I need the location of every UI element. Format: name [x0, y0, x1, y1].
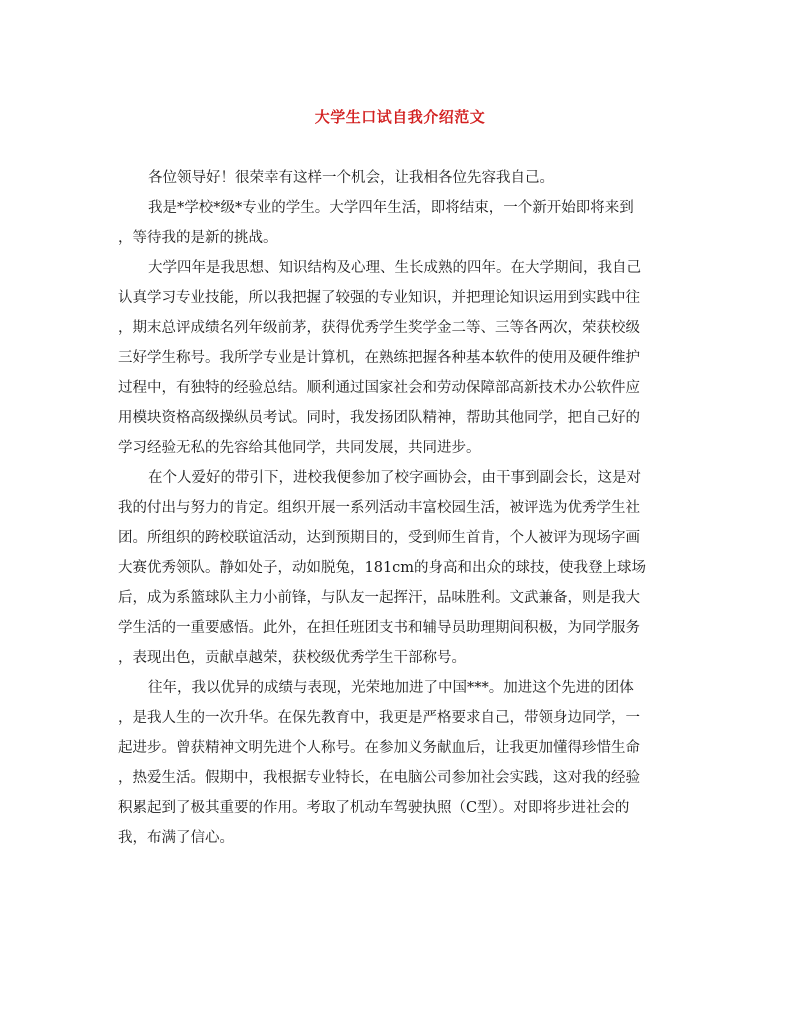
- text-line: 认真学习专业技能，所以我把握了较强的专业知识，并把理论知识运用到实践中往: [118, 290, 640, 306]
- text-line: 团。所组织的跨校联谊活动，达到预期目的，受到师生首肯，个人被评为现场字画: [118, 530, 640, 546]
- text-line: ，热爱生活。假期中，我根据专业特长，在电脑公司参加社会实践，这对我的经验: [118, 770, 640, 786]
- paragraph: [118, 673, 683, 853]
- text-line: 积累起到了极其重要的作用。考取了机动车驾驶执照（C型）。对即将步进社会的: [118, 800, 630, 816]
- text-line: 我，布满了信心。: [118, 830, 234, 846]
- document-title: 大学生口试自我介绍范文: [314, 108, 486, 126]
- text-line: 学生活的一重要感悟。此外，在担任班团支书和辅导员助理期间积极，为同学服务: [118, 620, 640, 636]
- text-line: 用模块资格高级操纵员考试。同时，我发扬团队精神，帮助其他同学，把自己好的: [118, 410, 640, 426]
- text-line: ，等待我的是新的挑战。: [118, 230, 278, 246]
- text-line: 在个人爱好的带引下，进校我便参加了校字画协会，由干事到副会长，这是对: [148, 470, 641, 486]
- text-line: 后，成为系篮球队主力小前锋，与队友一起挥汗，品味胜利。文武兼备，则是我大: [118, 590, 640, 606]
- text-line: 各位领导好！很荣幸有这样一个机会，让我相各位先容我自己。: [148, 170, 554, 186]
- text-line: ，期末总评成绩名列年级前茅，获得优秀学生奖学金二等、三等各两次，荣获校级: [118, 320, 640, 336]
- text-line: 三好学生称号。我所学专业是计算机，在熟练把握各种基本软件的使用及硬件维护: [118, 350, 640, 366]
- paragraph: [118, 193, 683, 253]
- text-line: 我是*学校*级*专业的学生。大学四年生活，即将结束，一个新开始即将来到: [148, 200, 634, 216]
- paragraph: [118, 253, 683, 463]
- text-line: 我的付出与努力的肯定。组织开展一系列活动丰富校园生活，被评选为优秀学生社: [118, 500, 640, 516]
- text-line: 往年，我以优异的成绩与表现，光荣地加进了中国***。加进这个先进的团体: [148, 680, 634, 696]
- text-line: 过程中，有独特的经验总结。顺利通过国家社会和劳动保障部高新技术办公软件应: [118, 380, 640, 396]
- document-body: [118, 163, 683, 853]
- text-line: ，表现出色，贡献卓越荣，获校级优秀学生干部称号。: [118, 650, 466, 666]
- paragraph: [118, 463, 683, 673]
- text-line: 起进步。曾获精神文明先进个人称号。在参加义务献血后，让我更加懂得珍惜生命: [118, 740, 640, 756]
- text-line: 大学四年是我思想、知识结构及心理、生长成熟的四年。在大学期间，我自己: [148, 260, 641, 276]
- text-line: 学习经验无私的先容给其他同学，共同发展，共同进步。: [118, 440, 481, 456]
- text-line: 大赛优秀领队。静如处子，动如脱兔，181cm的身高和出众的球技，使我登上球场: [118, 560, 647, 576]
- paragraph: [118, 163, 683, 193]
- text-line: ，是我人生的一次升华。在保先教育中，我更是严格要求自己，带领身边同学，一: [118, 710, 640, 726]
